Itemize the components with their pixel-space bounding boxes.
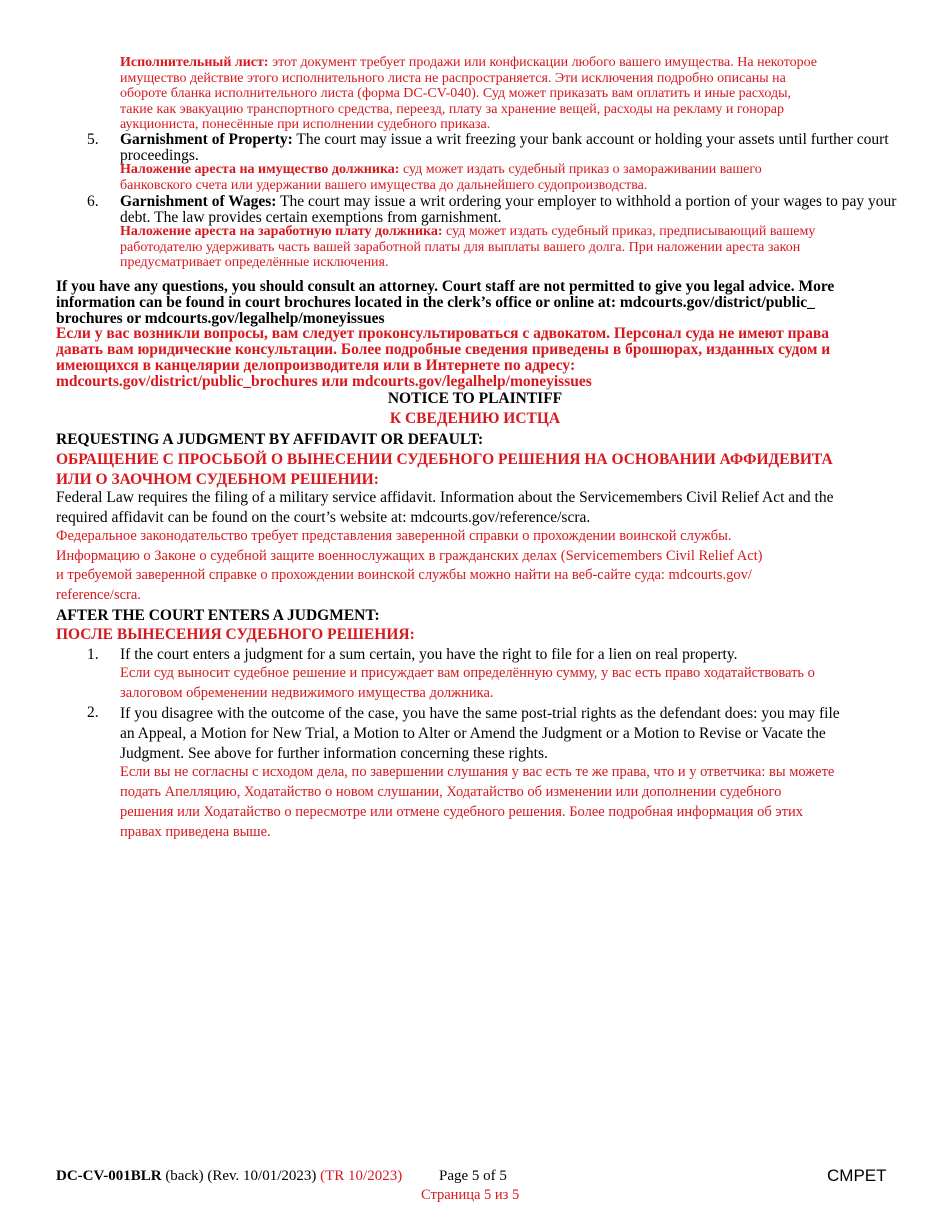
item-ru-line: суд может издать судебный приказ о замораживании вашего [399,162,762,177]
item-ru-line: предусматривает определённые исключения. [120,255,389,270]
notice-title: NOTICE TO PLAINTIFF [387,390,563,407]
item-en-line: proceedings. [120,147,199,164]
questions-ru-line: имеющихся в канцелярии делопроизводителя или в Интернете по адресу: [56,357,576,374]
item-en-line: The court may issue a writ ordering your employer to withhold a portion of your wages to pay your [276,193,897,210]
page-number: Page 5 of 5 [439,1168,507,1184]
item-ru-label: Наложение ареста на заработную плату должника: [120,224,443,239]
item-en-line: debt. The law provides certain exemptions from garnishment. [120,209,502,226]
heading-ru-line: ИЛИ О ЗАОЧНОМ СУДЕБНОМ РЕШЕНИИ: [56,471,379,488]
item-en-line: Judgment. See above for further information concerning these rights. [120,745,548,762]
page-number-translation: Страница 5 из 5 [421,1187,520,1203]
affidavit-en-line: required affidavit can be found on the court’s website at: mdcourts.gov/reference/scra. [56,509,591,526]
form-revision: (back) (Rev. 10/01/2023) [161,1168,321,1184]
item-ru-line: работодателю удерживать часть вашей заработной платы для выплаты вашего долга. При наложении ареста закон [120,239,801,255]
writ-ru-label: Исполнительный лист: [120,55,269,70]
item-ru-line: залоговом обременении недвижимого имущества должника. [120,685,494,701]
affidavit-ru-line: и требуемой заверенной справке о прохождении воинской службы можно найти на веб-сайте суда: mdcourts.gov/ [56,567,752,583]
item-en-line: an Appeal, a Motion for New Trial, a Motion to Alter or Amend the Judgment or a Motion to Revise or Vacate the [120,725,826,742]
item-ru-line: правах приведена выше. [120,824,271,840]
writ-ru-line: обороте бланка исполнительного листа (форма DC-CV-040). Суд может приказать вам оплатить и иные расходы, [120,86,792,101]
item-number: 1. [87,646,99,663]
item-ru-line: Если вы не согласны с исходом дела, по завершении слушания у вас есть те же права, что и у ответчика: вы можете [120,764,835,780]
translation-code: (TR 10/2023) [320,1168,403,1184]
language-code: CMPET [827,1166,887,1185]
item-ru-line: банковского счета или удержании вашего имущества до дальнейшего судопроизводства. [120,177,648,193]
questions-en-line: If you have any questions, you should consult an attorney. Court staff are not permitted to give you legal advice. More [56,278,835,295]
affidavit-ru-line: reference/scra. [56,586,141,603]
item-ru-label: Наложение ареста на имущество должника: [120,162,400,177]
notice-title-translation: К СВЕДЕНИЮ ИСТЦА [389,410,561,427]
item-en-label: Garnishment of Wages: [120,193,277,210]
item-en-line: The court may issue a writ freezing your bank account or holding your assets until further court [292,131,889,148]
item-number: 5. [87,131,99,148]
item-en-label: Garnishment of Property: [120,131,293,148]
affidavit-en-line: Federal Law requires the filing of a military service affidavit. Information about the Servicemembers Civil Relief Act and the [56,489,834,506]
form-id: DC-CV-001BLR [56,1168,162,1184]
writ-ru-line: такие как эвакуацию транспортного средства, переезд, плату за хранение вещей, расходы на рекламу и гонорар [120,101,784,117]
item-ru-line: решения или Ходатайство о пересмотре или отмене судебного решения. Более подробная информация об этих [120,804,804,820]
writ-ru-line: этот документ требует продажи или конфискации любого вашего имущества. На некоторое [272,55,818,70]
affidavit-ru-line: Федеральное законодательство требует представления заверенной справки о прохождении воинской службы. [56,528,732,544]
section-heading-after-judgment: AFTER THE COURT ENTERS A JUDGMENT: [56,607,380,624]
questions-ru-line: давать вам юридические консультации. Более подробные сведения приведены в брошюрах, изданных судом и [56,341,831,358]
writ-ru-line: имущество действие этого исполнительного листа не распространяется. Эти исключения подробно описаны на [120,70,786,86]
questions-en-line: information can be found in court brochures located in the clerk’s office or online at: mdcourts.gov/district/public_ [56,294,815,311]
questions-en-line: brochures or mdcourts.gov/legalhelp/moneyissues [56,310,385,327]
section-heading-affidavit: REQUESTING A JUDGMENT BY AFFIDAVIT OR DEFAULT: [56,431,484,448]
writ-ru-line: аукциониста, понесённые при исполнении судебного приказа. [120,117,491,132]
heading-ru-line: ОБРАЩЕНИЕ С ПРОСЬБОЙ О ВЫНЕСЕНИИ СУДЕБНОГО РЕШЕНИЯ НА ОСНОВАНИИ АФФИДЕВИТА [56,451,833,468]
questions-ru-line: Если у вас возникли вопросы, вам следует проконсультироваться с адвокатом. Персонал суда не имеют права [56,325,830,342]
item-number: 2. [87,704,99,721]
item-number: 6. [87,193,99,210]
item-ru-line: суд может издать судебный приказ, предписывающий вашему [442,224,816,239]
item-ru-line: Если суд выносит судебное решение и присуждает вам определённую сумму, у вас есть право ходатайствовать о [120,665,815,681]
item-en-line: If you disagree with the outcome of the case, you have the same post-trial rights as the defendant does: you may file [120,705,840,722]
item-ru-line: подать Апелляцию, Ходатайство о новом слушании, Ходатайство об изменении или дополнении судебного [120,784,782,800]
affidavit-ru-line: Информацию о Законе о судебной защите военнослужащих в гражданских делах (Servicemembers Civil Relief Act) [56,547,763,564]
item-en-line: If the court enters a judgment for a sum certain, you have the right to file for a lien on real property. [120,646,738,663]
section-heading-after-judgment-translation: ПОСЛЕ ВЫНЕСЕНИЯ СУДЕБНОГО РЕШЕНИЯ: [56,626,415,643]
footer-form-info [56,1168,402,1185]
questions-ru-line: mdcourts.gov/district/public_brochures или mdcourts.gov/legalhelp/moneyissues [56,373,592,390]
